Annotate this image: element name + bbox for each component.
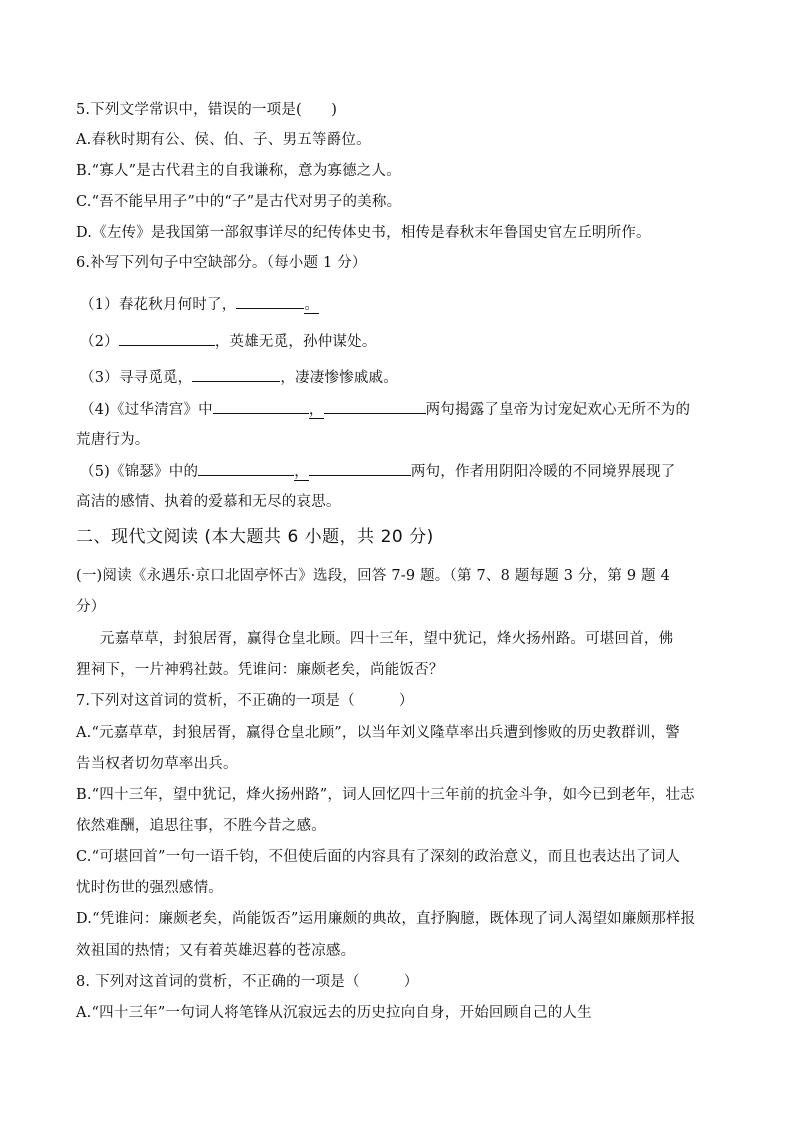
reading-1-intro: (一)阅读《永遇乐·京口北固亭怀古》选段，回答 7-9 题。（第 7、8 题每题 3 分，第 9 题 4 [76,568,671,584]
q6-item-5-desc: 两句，作者用阴阳冷暖的不同境界展现了 [410,464,676,480]
q6-item-4-desc: 两句揭露了皇帝为讨宠妃欢心无所不为的 [425,402,691,418]
q6-item-5-blank-2[interactable] [309,461,411,476]
q8-option-a: A.“四十三年”一句词人将笔锋从沉寂远去的历史拉向自身，开始回顾自己的人生 [76,1005,592,1021]
passage-line-2: 狸祠下，一片神鸦社鼓。凭谁问：廉颇老矣，尚能饭否？ [76,662,444,678]
q6-item-5-continued: 高洁的感情、执着的爱慕和无尽的哀思。 [76,494,341,510]
q6-item-3-end: ，凄凄惨惨戚戚。 [280,370,398,386]
q7-option-c: C.“可堪回首”一句一语千钧，不但使后面的内容具有了深刻的政治意义，而且也表达出了词人 [76,849,681,865]
q6-item-3-blank[interactable] [192,367,280,382]
q6-item-2 [80,331,730,352]
q7-option-a-continued: 告当权者切勿草率出兵。 [76,756,238,772]
q6-item-4-comma: ， [308,402,324,418]
q5-option-b: B.“寡人”是古代君主的自我谦称，意为寡德之人。 [76,163,401,179]
section-2-title: 二、现代文阅读 (本大题共 6 小题，共 20 分) [76,527,434,547]
q6-item-4-continued: 荒唐行为。 [76,432,150,448]
q6-item-1-text: （1）春花秋月何时了， [80,297,237,313]
q7-option-b-continued: 依然难酬，追思往事，不胜今昔之感。 [76,818,326,834]
q6-item-1-blank[interactable] [236,294,304,309]
q6-item-5-text: （5)《锦瑟》中的 [80,464,199,480]
q6-item-5-comma: ， [294,464,309,480]
q5-option-d: D.《左传》是我国第一部叙事详尽的纪传体史书，相传是春秋末年鲁国史官左丘明所作。 [76,225,651,241]
q6-item-4 [80,399,730,420]
q6-item-5 [80,461,730,482]
q6-stem: 6.补写下列句子中空缺部分。（每小题 1 分） [76,255,367,271]
q5-stem: 5.下列文学常识中，错误的一项是( ) [76,102,338,118]
q6-item-3-text: （3）寻寻觅觅， [80,370,193,386]
q6-item-2-blank[interactable] [119,331,215,346]
q7-option-a: A.“元嘉草草，封狼居胥，赢得仓皇北顾”，以当年刘义隆草率出兵遭到惨败的历史教群训，警 [76,725,681,741]
q6-item-4-blank-1[interactable] [213,399,309,414]
q5-option-c: C.“吾不能早用子”中的“子”是古代对男子的美称。 [76,194,402,210]
q7-option-d: D.“凭谁问：廉颇老矣，尚能饭否”运用廉颇的典故，直抒胸臆，既体现了词人渴望如廉颇那样报 [76,911,696,927]
q7-option-c-continued: 忧时伤世的强烈感情。 [76,880,223,896]
q6-item-1 [80,294,730,315]
q6-item-3 [80,367,730,388]
q8-stem: 8. 下列对这首词的赏析，不正确的一项是（ ） [76,974,419,990]
q6-item-2-text: ，英雄无觅，孙仲谋处。 [214,334,377,350]
q7-stem: 7.下列对这首词的赏析，不正确的一项是（ ） [76,693,414,709]
passage-line-1: 元嘉草草，封狼居胥，赢得仓皇北顾。四十三年，望中犹记，烽火扬州路。可堪回首，佛 [100,631,674,647]
q6-item-2-num: （2） [80,334,119,350]
q7-option-b: B.“四十三年，望中犹记，烽火扬州路”，词人回忆四十三年前的抗金斗争，如今已到老年，壮志 [76,787,695,803]
q6-item-4-text: （4)《过华清宫》中 [80,402,213,418]
q6-item-4-blank-2[interactable] [324,399,426,414]
q6-item-5-blank-1[interactable] [198,461,294,476]
q5-option-a: A.春秋时期有公、侯、伯、子、男五等爵位。 [76,132,371,148]
q6-item-1-end: 。 [304,297,320,313]
q7-option-d-continued: 效祖国的热情；又有着英雄迟暮的苍凉感。 [76,943,356,959]
reading-1-intro-continued: 分） [76,599,106,615]
